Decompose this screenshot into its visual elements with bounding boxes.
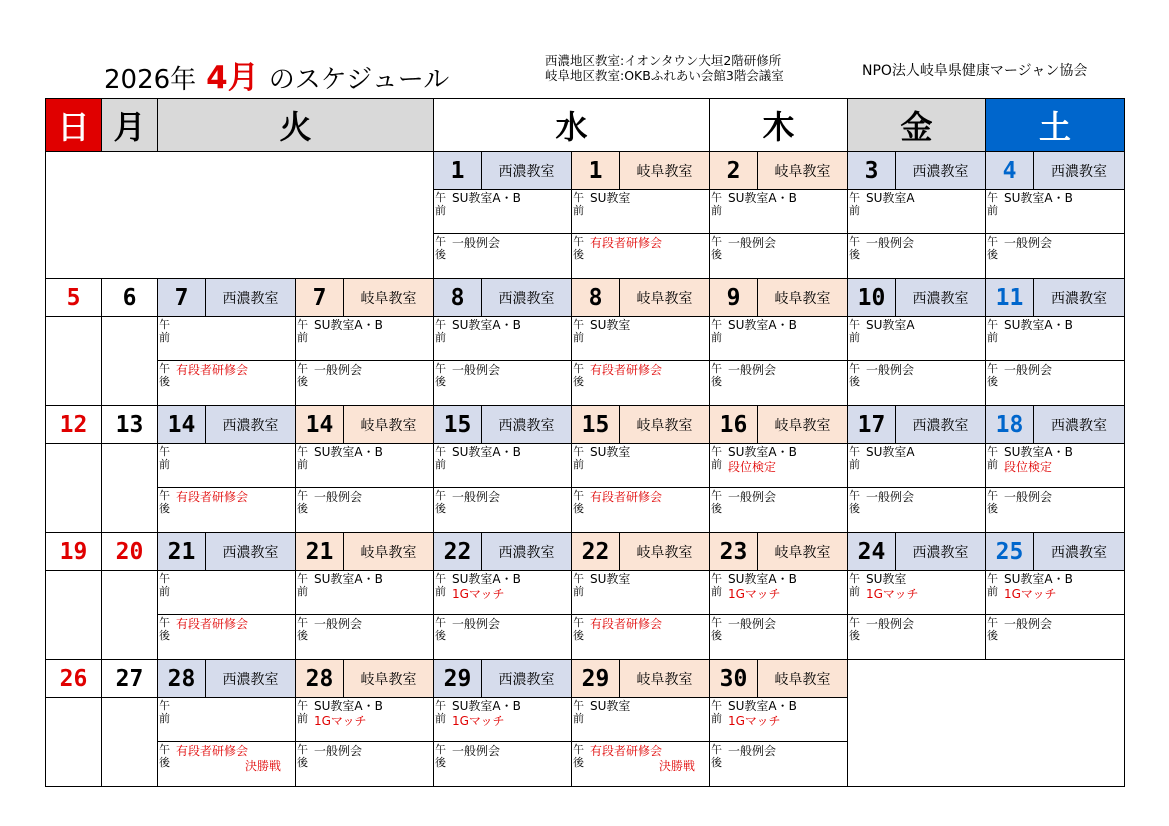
classroom-label: 岐阜教室 [757, 405, 848, 444]
classroom-label: 岐阜教室 [757, 659, 848, 698]
sunday-date: 26 [45, 659, 102, 698]
classroom-label: 岐阜教室 [619, 278, 710, 317]
pm-slot [709, 487, 848, 533]
slot-label: 午 前 [573, 191, 584, 217]
date-number: 24 [847, 532, 896, 571]
pm-slot [157, 360, 296, 406]
event-text: SU教室A・B [728, 191, 797, 205]
slot-label: 午 前 [159, 699, 170, 725]
pm-slot [709, 614, 848, 660]
slot-label: 午 後 [297, 489, 308, 515]
event-text: SU教室A [866, 191, 915, 205]
monday-date: 27 [101, 659, 158, 698]
pm-slot [847, 360, 986, 406]
slot-label: 午 後 [573, 235, 584, 261]
date-number: 1 [433, 151, 482, 190]
sunday-body [45, 570, 102, 660]
sunday-body [45, 316, 102, 406]
location-line-seino: 西濃地区教室:イオンタウン大垣2階研修所 [545, 53, 782, 68]
sunday-body [45, 697, 102, 787]
slot-label: 午 後 [987, 235, 998, 261]
event-text: 1Gマッチ [452, 587, 505, 601]
slot-label: 午 前 [711, 699, 722, 725]
classroom-label: 岐阜教室 [619, 532, 710, 571]
event-text: 1Gマッチ [728, 587, 781, 601]
slot-label: 午 前 [849, 572, 860, 598]
event-text: 1Gマッチ [728, 714, 781, 728]
event-text: 有段者研修会 [590, 236, 663, 250]
classroom-label: 西濃教室 [481, 405, 572, 444]
pm-slot [433, 360, 572, 406]
event-text: SU教室A・B [1004, 191, 1073, 205]
slot-label: 午 後 [435, 489, 446, 515]
location-line-gifu: 岐阜地区教室:OKBふれあい会館3階会議室 [545, 68, 784, 83]
slot-label: 午 前 [573, 572, 584, 598]
slot-label: 午 前 [297, 445, 308, 471]
event-text: 一般例会 [866, 236, 915, 250]
slot-label: 午 前 [435, 445, 446, 471]
event-text: 一般例会 [314, 363, 363, 377]
pm-slot [157, 614, 296, 660]
am-slot [571, 316, 710, 361]
event-text: SU教室 [590, 318, 631, 332]
event-text: 一般例会 [452, 617, 501, 631]
event-text: SU教室A [866, 318, 915, 332]
event-text: SU教室 [590, 445, 631, 459]
monday-body [101, 570, 158, 660]
event-text: SU教室A・B [452, 318, 521, 332]
am-slot [157, 697, 296, 742]
classroom-label: 西濃教室 [481, 278, 572, 317]
date-number: 25 [985, 532, 1034, 571]
pm-slot [847, 487, 986, 533]
am-slot [157, 443, 296, 488]
weekday-header-thu: 木 [709, 98, 848, 152]
event-text: 有段者研修会 [590, 617, 663, 631]
am-slot [433, 316, 572, 361]
title-month: 4月 [206, 60, 259, 96]
event-text: SU教室A・B [314, 699, 383, 713]
classroom-label: 岐阜教室 [619, 405, 710, 444]
pm-slot [985, 233, 1125, 279]
event-text: SU教室 [590, 699, 631, 713]
sunday-date: 12 [45, 405, 102, 444]
event-text: 決勝戦 [244, 759, 281, 773]
am-slot [985, 443, 1125, 488]
event-text: 決勝戦 [658, 759, 695, 773]
pm-slot [433, 614, 572, 660]
pm-slot [709, 233, 848, 279]
event-text: 一般例会 [314, 744, 363, 758]
slot-label: 午 前 [849, 318, 860, 344]
pm-slot [571, 487, 710, 533]
am-slot [433, 443, 572, 488]
event-text: 段位検定 [1004, 460, 1053, 474]
slot-label: 午 後 [297, 616, 308, 642]
event-text: 一般例会 [452, 363, 501, 377]
monday-date: 20 [101, 532, 158, 571]
slot-label: 午 後 [573, 489, 584, 515]
date-number: 1 [571, 151, 620, 190]
event-text: 一般例会 [1004, 236, 1053, 250]
date-number: 21 [157, 532, 206, 571]
event-text: SU教室A・B [1004, 445, 1073, 459]
date-number: 15 [433, 405, 482, 444]
event-text: SU教室 [590, 572, 631, 586]
classroom-label: 西濃教室 [895, 405, 986, 444]
sunday-body [45, 443, 102, 533]
event-text: 有段者研修会 [176, 490, 249, 504]
pm-slot [571, 614, 710, 660]
sunday-date: 19 [45, 532, 102, 571]
slot-label: 午 後 [435, 235, 446, 261]
date-number: 28 [157, 659, 206, 698]
pm-slot [433, 233, 572, 279]
am-slot [295, 697, 434, 742]
slot-label: 午 前 [573, 318, 584, 344]
date-number: 21 [295, 532, 344, 571]
date-number: 4 [985, 151, 1034, 190]
pm-slot [157, 487, 296, 533]
event-text: 一般例会 [1004, 363, 1053, 377]
date-number: 7 [295, 278, 344, 317]
date-number: 3 [847, 151, 896, 190]
slot-label: 午 前 [987, 445, 998, 471]
event-text: SU教室A・B [452, 445, 521, 459]
classroom-label: 西濃教室 [205, 278, 296, 317]
weekday-header-tue: 火 [157, 98, 434, 152]
am-slot [985, 189, 1125, 234]
slot-label: 午 後 [711, 362, 722, 388]
slot-label: 午 前 [297, 318, 308, 344]
event-text: 有段者研修会 [590, 744, 663, 758]
event-text: 1Gマッチ [314, 714, 367, 728]
slot-label: 午 後 [849, 235, 860, 261]
event-text: SU教室A・B [1004, 572, 1073, 586]
slot-label: 午 前 [435, 572, 446, 598]
event-text: 有段者研修会 [176, 363, 249, 377]
slot-label: 午 後 [297, 743, 308, 769]
date-number: 10 [847, 278, 896, 317]
slot-label: 午 後 [435, 362, 446, 388]
classroom-label: 西濃教室 [205, 405, 296, 444]
slot-label: 午 前 [573, 445, 584, 471]
am-slot [433, 570, 572, 615]
slot-label: 午 後 [711, 489, 722, 515]
title-year: 2026年 [104, 65, 197, 95]
event-text: 一般例会 [314, 490, 363, 504]
slot-label: 午 後 [849, 616, 860, 642]
slot-label: 午 後 [711, 616, 722, 642]
event-text: SU教室A・B [452, 191, 521, 205]
am-slot [157, 570, 296, 615]
classroom-label: 岐阜教室 [619, 151, 710, 190]
date-number: 22 [433, 532, 482, 571]
slot-label: 午 前 [987, 191, 998, 217]
event-text: 一般例会 [866, 363, 915, 377]
event-text: SU教室A・B [728, 572, 797, 586]
organization-name: NPO法人岐阜県健康マージャン協会 [862, 63, 1088, 79]
date-number: 9 [709, 278, 758, 317]
am-slot [985, 316, 1125, 361]
slot-label: 午 後 [297, 362, 308, 388]
classroom-label: 西濃教室 [895, 278, 986, 317]
slot-label: 午 前 [987, 572, 998, 598]
weekday-header-mon: 月 [101, 98, 158, 152]
am-slot [433, 189, 572, 234]
classroom-label: 岐阜教室 [757, 151, 848, 190]
slot-label: 午 後 [849, 362, 860, 388]
am-slot [847, 189, 986, 234]
am-slot [157, 316, 296, 361]
classroom-label: 岐阜教室 [343, 659, 434, 698]
slot-label: 午 後 [573, 743, 584, 769]
slot-label: 午 後 [987, 489, 998, 515]
weekday-header-fri: 金 [847, 98, 986, 152]
slot-label: 午 後 [435, 616, 446, 642]
slot-label: 午 前 [297, 572, 308, 598]
slot-label: 午 前 [711, 318, 722, 344]
event-text: 1Gマッチ [452, 714, 505, 728]
classroom-label: 岐阜教室 [757, 532, 848, 571]
date-number: 29 [433, 659, 482, 698]
event-text: 有段者研修会 [590, 490, 663, 504]
date-number: 23 [709, 532, 758, 571]
event-text: 1Gマッチ [866, 587, 919, 601]
event-text: 一般例会 [1004, 617, 1053, 631]
pm-slot [571, 233, 710, 279]
date-number: 17 [847, 405, 896, 444]
event-text: 有段者研修会 [176, 617, 249, 631]
date-number: 7 [157, 278, 206, 317]
slot-label: 午 前 [159, 445, 170, 471]
slot-label: 午 前 [435, 191, 446, 217]
slot-label: 午 後 [159, 743, 170, 769]
am-slot [571, 443, 710, 488]
weekday-header-sat: 土 [985, 98, 1125, 152]
pm-slot [571, 741, 710, 787]
slot-label: 午 前 [711, 191, 722, 217]
monday-date: 13 [101, 405, 158, 444]
empty-week-cell [45, 151, 434, 279]
slot-label: 午 後 [987, 362, 998, 388]
pm-slot [295, 487, 434, 533]
slot-label: 午 前 [849, 445, 860, 471]
classroom-label: 西濃教室 [205, 659, 296, 698]
am-slot [709, 443, 848, 488]
event-text: 一般例会 [866, 490, 915, 504]
date-number: 8 [571, 278, 620, 317]
date-number: 15 [571, 405, 620, 444]
monday-date: 6 [101, 278, 158, 317]
classroom-label: 西濃教室 [1033, 151, 1125, 190]
am-slot [295, 570, 434, 615]
event-text: SU教室A・B [1004, 318, 1073, 332]
classroom-label: 岐阜教室 [343, 278, 434, 317]
date-number: 18 [985, 405, 1034, 444]
date-number: 28 [295, 659, 344, 698]
monday-body [101, 443, 158, 533]
pm-slot [433, 741, 572, 787]
classroom-label: 西濃教室 [895, 532, 986, 571]
event-text: SU教室A・B [314, 445, 383, 459]
classroom-label: 西濃教室 [1033, 532, 1125, 571]
pm-slot [709, 360, 848, 406]
am-slot [571, 189, 710, 234]
am-slot [709, 697, 848, 742]
slot-label: 午 後 [159, 362, 170, 388]
pm-slot [709, 741, 848, 787]
classroom-label: 西濃教室 [481, 151, 572, 190]
classroom-label: 岐阜教室 [343, 532, 434, 571]
slot-label: 午 前 [159, 318, 170, 344]
slot-label: 午 前 [711, 445, 722, 471]
weekday-header-sun: 日 [45, 98, 102, 152]
pm-slot [295, 614, 434, 660]
event-text: 一般例会 [728, 744, 777, 758]
event-text: 一般例会 [728, 363, 777, 377]
classroom-label: 岐阜教室 [619, 659, 710, 698]
am-slot [709, 189, 848, 234]
event-text: SU教室 [866, 572, 907, 586]
slot-label: 午 前 [711, 572, 722, 598]
classroom-label: 西濃教室 [1033, 405, 1125, 444]
am-slot [847, 316, 986, 361]
am-slot [847, 570, 986, 615]
date-number: 22 [571, 532, 620, 571]
event-text: 一般例会 [314, 617, 363, 631]
slot-label: 午 後 [159, 489, 170, 515]
event-text: 一般例会 [452, 490, 501, 504]
pm-slot [157, 741, 296, 787]
slot-label: 午 前 [849, 191, 860, 217]
slot-label: 午 後 [711, 743, 722, 769]
event-text: SU教室A [866, 445, 915, 459]
slot-label: 午 後 [435, 743, 446, 769]
classroom-label: 西濃教室 [895, 151, 986, 190]
pm-slot [433, 487, 572, 533]
pm-slot [847, 233, 986, 279]
slot-label: 午 前 [987, 318, 998, 344]
am-slot [433, 697, 572, 742]
classroom-label: 岐阜教室 [343, 405, 434, 444]
slot-label: 午 前 [435, 318, 446, 344]
slot-label: 午 前 [297, 699, 308, 725]
am-slot [847, 443, 986, 488]
event-text: SU教室A・B [314, 572, 383, 586]
date-number: 16 [709, 405, 758, 444]
slot-label: 午 前 [435, 699, 446, 725]
event-text: 有段者研修会 [176, 744, 249, 758]
date-number: 14 [295, 405, 344, 444]
slot-label: 午 後 [987, 616, 998, 642]
event-text: 段位検定 [728, 460, 777, 474]
date-number: 2 [709, 151, 758, 190]
slot-label: 午 前 [573, 699, 584, 725]
am-slot [709, 316, 848, 361]
classroom-label: 西濃教室 [205, 532, 296, 571]
date-number: 8 [433, 278, 482, 317]
date-number: 30 [709, 659, 758, 698]
am-slot [295, 443, 434, 488]
title-suffix: のスケジュール [268, 65, 450, 95]
event-text: SU教室A・B [452, 699, 521, 713]
sunday-date: 5 [45, 278, 102, 317]
pm-slot [571, 360, 710, 406]
pm-slot [985, 360, 1125, 406]
date-number: 14 [157, 405, 206, 444]
event-text: SU教室A・B [728, 318, 797, 332]
am-slot [709, 570, 848, 615]
date-number: 29 [571, 659, 620, 698]
event-text: 一般例会 [866, 617, 915, 631]
event-text: SU教室A・B [314, 318, 383, 332]
event-text: 一般例会 [728, 236, 777, 250]
pm-slot [985, 487, 1125, 533]
event-text: 一般例会 [728, 617, 777, 631]
am-slot [571, 570, 710, 615]
date-number: 11 [985, 278, 1034, 317]
classroom-label: 岐阜教室 [757, 278, 848, 317]
monday-body [101, 697, 158, 787]
empty-week-cell [847, 659, 1125, 787]
classroom-label: 西濃教室 [481, 659, 572, 698]
event-text: 一般例会 [728, 490, 777, 504]
event-text: 有段者研修会 [590, 363, 663, 377]
slot-label: 午 後 [849, 489, 860, 515]
monday-body [101, 316, 158, 406]
slot-label: 午 前 [159, 572, 170, 598]
pm-slot [847, 614, 986, 660]
event-text: 一般例会 [1004, 490, 1053, 504]
slot-label: 午 後 [573, 362, 584, 388]
am-slot [295, 316, 434, 361]
pm-slot [295, 360, 434, 406]
event-text: 1Gマッチ [1004, 587, 1057, 601]
slot-label: 午 後 [711, 235, 722, 261]
classroom-label: 西濃教室 [1033, 278, 1125, 317]
weekday-header-wed: 水 [433, 98, 710, 152]
event-text: SU教室A・B [452, 572, 521, 586]
am-slot [571, 697, 710, 742]
event-text: 一般例会 [452, 744, 501, 758]
slot-label: 午 後 [159, 616, 170, 642]
event-text: SU教室A・B [728, 699, 797, 713]
am-slot [985, 570, 1125, 615]
event-text: 一般例会 [452, 236, 501, 250]
pm-slot [985, 614, 1125, 660]
slot-label: 午 後 [573, 616, 584, 642]
classroom-label: 西濃教室 [481, 532, 572, 571]
event-text: SU教室A・B [728, 445, 797, 459]
event-text: SU教室 [590, 191, 631, 205]
pm-slot [295, 741, 434, 787]
